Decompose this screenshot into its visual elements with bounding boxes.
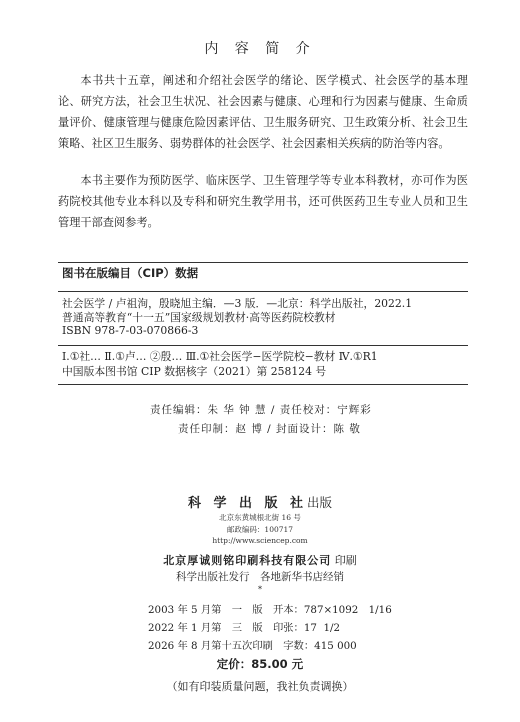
distribution-line: 科学出版社发行 各地新华书店经销	[176, 571, 344, 583]
edition-line-2: 2022 年 1 月第 三 版 印张：17 1/2	[148, 622, 341, 634]
publisher-suffix: 出版	[307, 495, 333, 510]
cip-line-record-number: 中国版本图书馆 CIP 数据核字（2021）第 258124 号	[62, 365, 327, 378]
publisher-website: http://www.sciencep.com	[212, 536, 308, 545]
cip-heading: 图书在版编目（CIP）数据	[62, 266, 199, 280]
publisher-address: 北京东黄城根北街 16 号	[219, 513, 301, 522]
cip-line-2: 普通高等教育“十一五”国家级规划教材·高等医药院校教材	[62, 311, 336, 324]
price: 定价：85.00 元	[216, 657, 304, 671]
page-title: 内 容 简 介	[204, 41, 316, 57]
cip-line-1: 社会医学 / 卢祖洵，殷晓旭主编．—3 版．—北京：科学出版社，2022.1	[62, 297, 413, 310]
intro-paragraph-1: 本书共十五章，阐述和介绍社会医学的绪论、医学模式、社会医学的基本理论、研究方法，社会卫生状况、社会因素与健康、心理和行为因素与健康、生命质量评价、健康管理与健康危险因素评估、卫生服务研究、卫生政策分析、社会卫生策略、社区卫生服务、弱势群体的社会医学、社会因素相关疾病的防治等内容。	[58, 74, 468, 150]
credits-line-2: 责任印制：赵 博 / 封面设计：陈 敬	[178, 423, 361, 435]
divider	[58, 384, 468, 385]
cip-line-isbn: ISBN 978-7-03-070866-3	[62, 324, 199, 337]
credits-line-1: 责任编辑：朱 华 钟 慧 / 责任校对：宁辉彩	[150, 404, 372, 416]
publisher-postcode: 邮政编码：100717	[226, 525, 294, 534]
publisher-line	[0, 492, 520, 511]
edition-line-3: 2026 年 8 月第十五次印刷 字数：415 000	[148, 640, 357, 652]
edition-line-1: 2003 年 5 月第 一 版 开本：787×1092 1/16	[148, 604, 392, 616]
divider	[58, 345, 468, 346]
printer-name: 北京厚诚则铭印刷科技有限公司	[163, 554, 332, 567]
printer-line	[0, 552, 520, 568]
divider	[58, 262, 468, 263]
intro-paragraph-2: 本书主要作为预防医学、临床医学、卫生管理学等专业本科教材，亦可作为医药院校其他专业本科以及专科和研究生教学用书，还可供医药卫生专业人员和卫生管理干部查阅参考。	[58, 174, 468, 229]
cip-line-classification: Ⅰ.①社… Ⅱ.①卢… ②殷… Ⅲ.①社会医学−医学院校−教材 Ⅳ.①R1	[62, 350, 378, 363]
printer-suffix: 印刷	[334, 554, 357, 567]
quality-note: （如有印装质量问题，我社负责调换）	[166, 680, 354, 693]
publisher-name: 科 学 出 版 社	[187, 496, 308, 511]
divider	[58, 291, 468, 292]
separator-star: *	[258, 585, 262, 594]
